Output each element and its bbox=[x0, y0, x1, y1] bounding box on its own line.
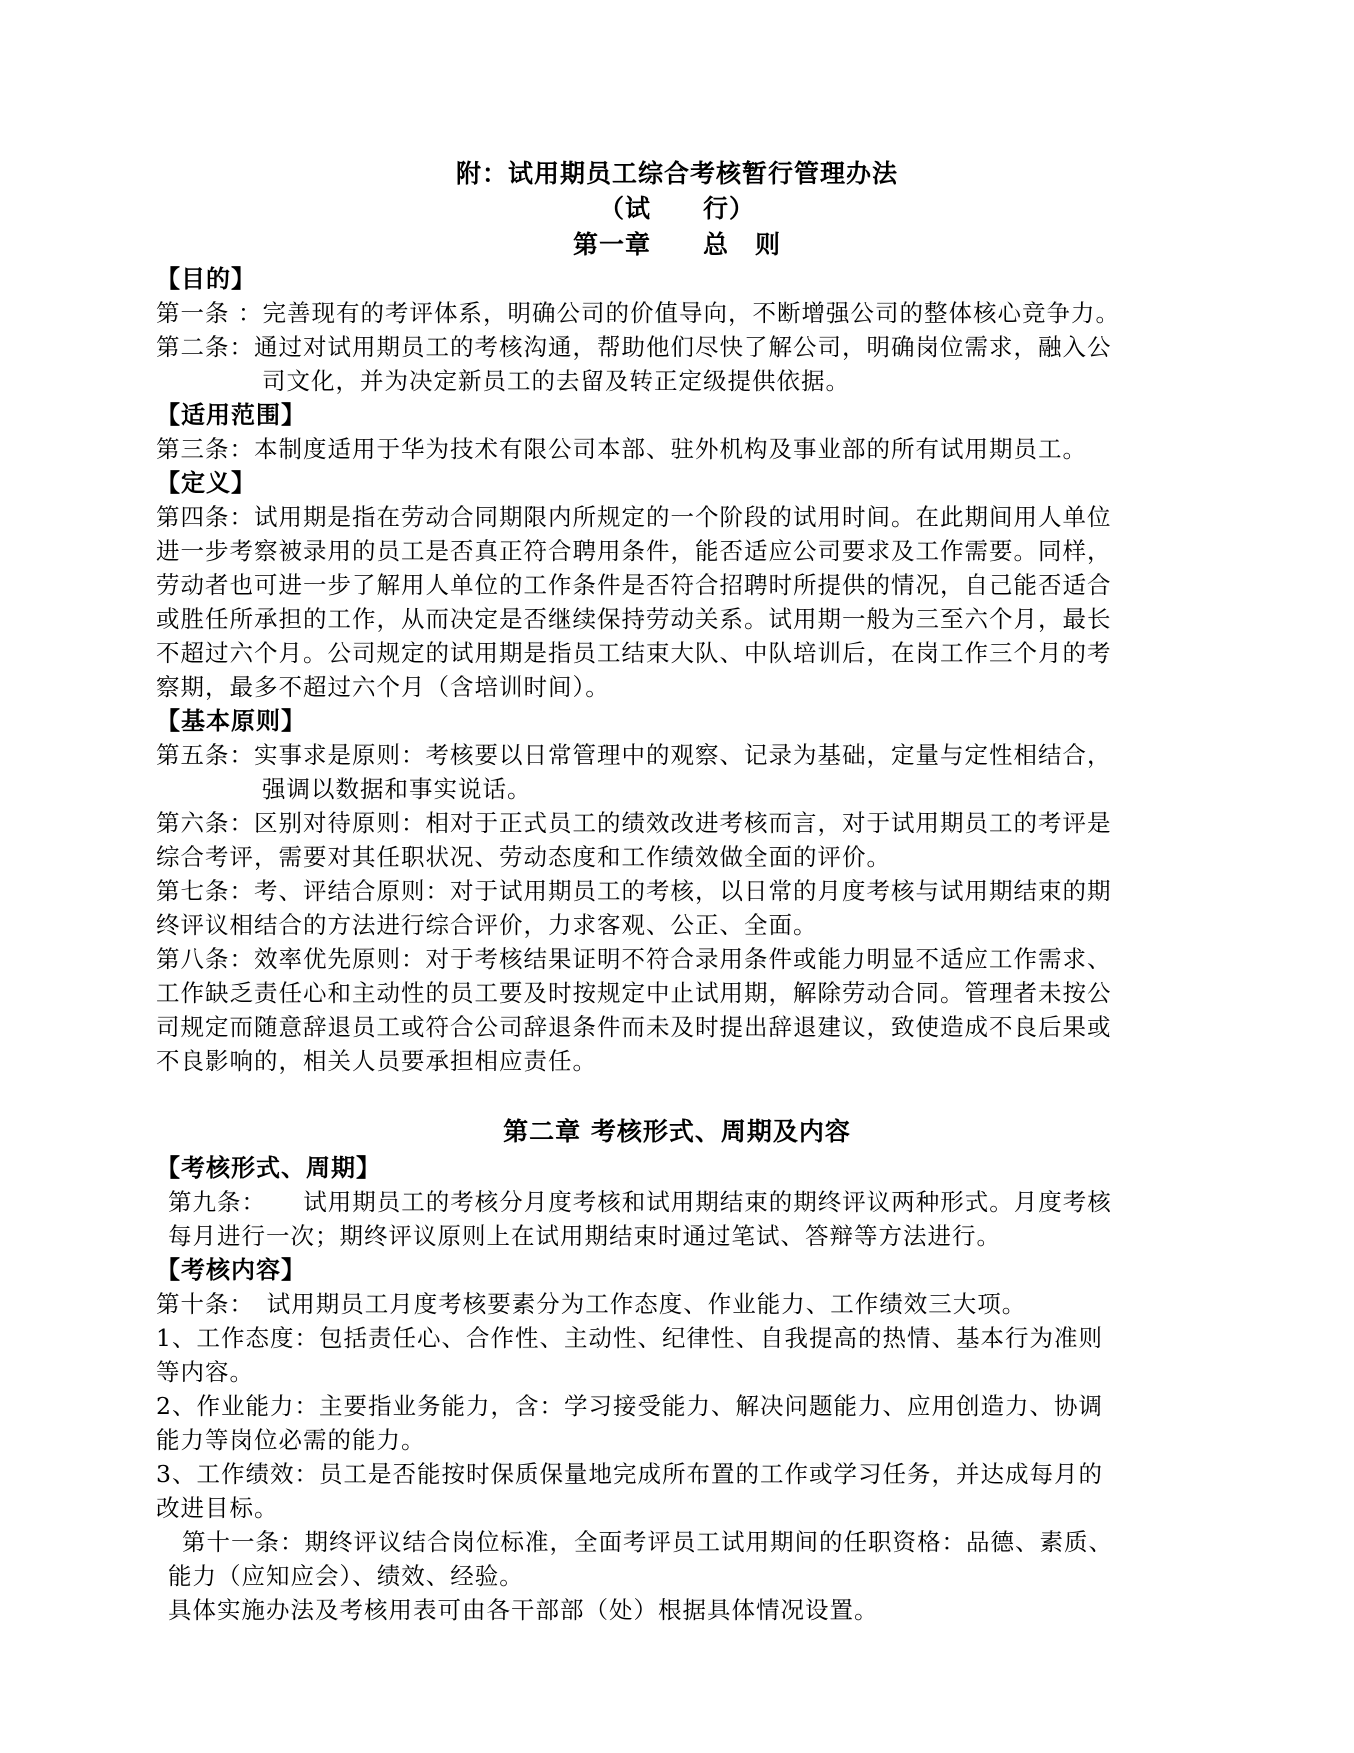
article-5-line-2: 强调以数据和事实说话。 bbox=[262, 775, 532, 803]
section-heading-content: 【考核内容】 bbox=[156, 1255, 306, 1284]
article-8-line-2: 工作缺乏责任心和主动性的员工要及时按规定中止试用期，解除劳动合同。管理者未按公 bbox=[156, 979, 1112, 1007]
item-3-line-2: 改进目标。 bbox=[156, 1494, 279, 1522]
article-4-line-3: 劳动者也可进一步了解用人单位的工作条件是否符合招聘时所提供的情况，自己能否适合 bbox=[156, 571, 1112, 599]
document-subtitle: （试 行） bbox=[598, 194, 755, 223]
article-6-line-1: 第六条：区别对待原则：相对于正式员工的绩效改进考核而言，对于试用期员工的考评是 bbox=[156, 809, 1112, 837]
article-8-line-4: 不良影响的，相关人员要承担相应责任。 bbox=[156, 1047, 597, 1075]
article-2-line-2: 司文化，并为决定新员工的去留及转正定级提供依据。 bbox=[262, 367, 850, 395]
article-5-line-1: 第五条：实事求是原则：考核要以日常管理中的观察、记录为基础，定量与定性相结合， bbox=[156, 741, 1112, 769]
article-4-line-4: 或胜任所承担的工作，从而决定是否继续保持劳动关系。试用期一般为三至六个月，最长 bbox=[156, 605, 1112, 633]
section-heading-scope: 【适用范围】 bbox=[156, 400, 306, 429]
article-4-line-6: 察期，最多不超过六个月（含培训时间）。 bbox=[156, 673, 610, 701]
document-title: 附：试用期员工综合考核暂行管理办法 bbox=[455, 159, 898, 188]
article-9-line-1: 第九条： 试用期员工的考核分月度考核和试用期结束的期终评议两种形式。月度考核 bbox=[168, 1188, 1112, 1216]
article-10: 第十条： 试用期员工月度考核要素分为工作态度、作业能力、工作绩效三大项。 bbox=[156, 1290, 1027, 1318]
article-9-line-2: 每月进行一次；期终评议原则上在试用期结束时通过笔试、答辩等方法进行。 bbox=[168, 1222, 1001, 1250]
item-1-line-2: 等内容。 bbox=[156, 1358, 254, 1386]
section-heading-purpose: 【目的】 bbox=[156, 264, 256, 293]
article-4-line-5: 不超过六个月。公司规定的试用期是指员工结束大队、中队培训后，在岗工作三个月的考 bbox=[156, 639, 1112, 667]
article-7-line-2: 终评议相结合的方法进行综合评价，力求客观、公正、全面。 bbox=[156, 911, 818, 939]
article-11-line-2: 能力（应知应会）、绩效、经验。 bbox=[168, 1562, 524, 1590]
chapter-2-title: 第二章 考核形式、周期及内容 bbox=[503, 1117, 851, 1146]
closing-note: 具体实施办法及考核用表可由各干部部（处）根据具体情况设置。 bbox=[168, 1596, 879, 1624]
chapter-1-title: 第一章 总 则 bbox=[572, 230, 781, 259]
article-1: 第一条 ：完善现有的考评体系，明确公司的价值导向，不断增强公司的整体核心竞争力。 bbox=[156, 299, 1120, 327]
article-4-line-1: 第四条：试用期是指在劳动合同期限内所规定的一个阶段的试用时间。在此期间用人单位 bbox=[156, 503, 1112, 531]
item-2-line-1: 2、作业能力：主要指业务能力，含：学习接受能力、解决问题能力、应用创造力、协调 bbox=[156, 1392, 1103, 1420]
article-2-line-1: 第二条：通过对试用期员工的考核沟通，帮助他们尽快了解公司，明确岗位需求，融入公 bbox=[156, 333, 1112, 361]
article-11-line-1: 第十一条：期终评议结合岗位标准，全面考评员工试用期间的任职资格：品德、素质、 bbox=[182, 1528, 1113, 1556]
item-3-line-1: 3、工作绩效：员工是否能按时保质保量地完成所布置的工作或学习任务，并达成每月的 bbox=[156, 1460, 1103, 1488]
section-heading-definition: 【定义】 bbox=[156, 468, 256, 497]
section-heading-principles: 【基本原则】 bbox=[156, 706, 306, 735]
item-2-line-2: 能力等岗位必需的能力。 bbox=[156, 1426, 426, 1454]
section-heading-form-period: 【考核形式、周期】 bbox=[156, 1153, 381, 1182]
article-8-line-1: 第八条：效率优先原则：对于考核结果证明不符合录用条件或能力明显不适应工作需求、 bbox=[156, 945, 1112, 973]
item-1-line-1: 1、工作态度：包括责任心、合作性、主动性、纪律性、自我提高的热情、基本行为准则 bbox=[156, 1324, 1103, 1352]
article-4-line-2: 进一步考察被录用的员工是否真正符合聘用条件，能否适应公司要求及工作需要。同样， bbox=[156, 537, 1112, 565]
article-6-line-2: 综合考评，需要对其任职状况、劳动态度和工作绩效做全面的评价。 bbox=[156, 843, 891, 871]
article-7-line-1: 第七条：考、评结合原则：对于试用期员工的考核，以日常的月度考核与试用期结束的期 bbox=[156, 877, 1112, 905]
article-3: 第三条：本制度适用于华为技术有限公司本部、驻外机构及事业部的所有试用期员工。 bbox=[156, 435, 1087, 463]
article-8-line-3: 司规定而随意辞退员工或符合公司辞退条件而未及时提出辞退建议，致使造成不良后果或 bbox=[156, 1013, 1112, 1041]
